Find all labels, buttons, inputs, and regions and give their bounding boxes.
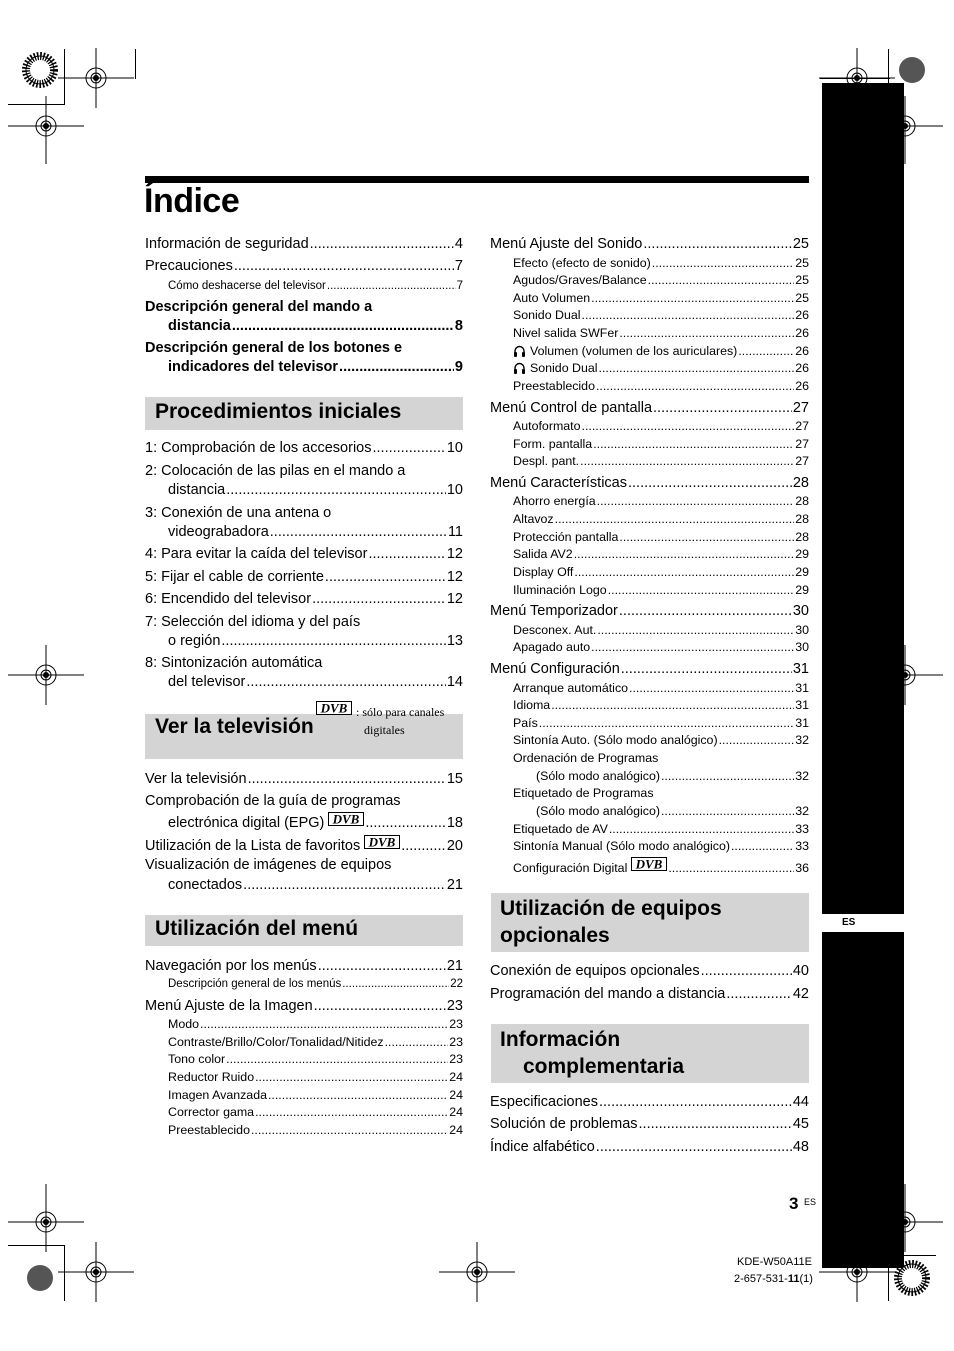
toc-entry[interactable]: Menú Configuración ..... 31	[490, 660, 809, 679]
toc-entry-line: Visualización de imágenes de equipos	[145, 857, 392, 873]
toc-subentry[interactable]: Configuración Digital DVB ..... 36	[513, 856, 809, 872]
toc-subentry[interactable]: Sintonía Manual (Sólo modo analógico) ..... 33	[513, 838, 809, 854]
toc-subentry-line: Ordenación de Programas	[513, 751, 659, 765]
toc-subentry[interactable]: Sonido Dual ..... 26	[513, 360, 809, 376]
toc-subentry[interactable]: (Sólo modo analógico) ..... 32	[536, 768, 809, 784]
toc-subentry[interactable]: Efecto (efecto de sonido) ..... 25	[513, 255, 809, 271]
section-heading: Utilización de equipos opcionales	[491, 893, 809, 952]
toc-entry[interactable]: 5: Fijar el cable de corriente ..... 12	[145, 568, 463, 587]
toc-subentry[interactable]: Contraste/Brillo/Color/Tonalidad/Nitidez ..... 23	[168, 1034, 463, 1050]
toc-subentry[interactable]: Preestablecido ..... 24	[168, 1122, 463, 1138]
toc-subentry[interactable]: Cómo deshacerse del televisor ..... 7	[168, 278, 463, 294]
toc-entry[interactable]: Solución de problemas ..... 45	[490, 1115, 809, 1134]
toc-subentry[interactable]: País ..... 31	[513, 715, 809, 731]
dvb-legend	[316, 700, 352, 718]
dvb-icon	[316, 700, 352, 716]
svg-text:DVB: DVB	[635, 856, 663, 872]
toc-entry[interactable]: Menú Ajuste de la Imagen ..... 23	[145, 997, 463, 1016]
headphones-icon	[513, 345, 526, 357]
section-heading: Utilización del menú	[145, 915, 463, 946]
toc-entry[interactable]: electrónica digital (EPG) DVB ..... 18	[168, 811, 463, 830]
toc-subentry[interactable]: Imagen Avanzada ..... 24	[168, 1087, 463, 1103]
dvb-icon	[631, 856, 667, 872]
document-code: 2-657-531-11(1)	[734, 1273, 813, 1285]
toc-entry[interactable]: Ver la televisión ..... 15	[145, 770, 463, 789]
toc-entry-line: Comprobación de la guía de programas	[145, 793, 401, 809]
toc-entry-line: 7: Selección del idioma y del país	[145, 614, 361, 630]
toc-entry[interactable]: Menú Características ..... 28	[490, 474, 809, 493]
toc-entry[interactable]: o región ..... 13	[168, 632, 463, 651]
toc-subentry[interactable]: Volumen (volumen de los auriculares) ..... 26	[513, 343, 809, 359]
toc-entry[interactable]: Especificaciones ..... 44	[490, 1093, 809, 1112]
headphones-icon	[513, 362, 526, 374]
toc-entry[interactable]: Menú Control de pantalla ..... 27	[490, 399, 809, 418]
page-title: Índice	[144, 182, 240, 220]
toc-subentry[interactable]: Ahorro energía ..... 28	[513, 493, 809, 509]
dvb-icon	[328, 811, 364, 827]
model-number: KDE-W50A11E	[737, 1256, 812, 1268]
toc-subentry[interactable]: Desconex. Aut. ..... 30	[513, 622, 809, 638]
toc-subentry[interactable]: Etiquetado de AV ..... 33	[513, 821, 809, 837]
toc-subentry[interactable]: Salida AV2 ..... 29	[513, 546, 809, 562]
toc-entry[interactable]: Información de seguridad ..... 4	[145, 235, 463, 254]
toc-entry[interactable]: del televisor ..... 14	[168, 673, 463, 692]
toc-entry-line: Descripción general del mando a	[145, 299, 373, 315]
toc-entry[interactable]: videograbadora ..... 11	[168, 523, 463, 542]
toc-subentry[interactable]: Corrector gama ..... 24	[168, 1104, 463, 1120]
toc-entry[interactable]: 1: Comprobación de los accesorios ..... 10	[145, 439, 463, 458]
toc-entry-line: 3: Conexión de una antena o	[145, 505, 332, 521]
toc-entry-line: 8: Sintonización automática	[145, 655, 323, 671]
svg-text:DVB: DVB	[320, 700, 348, 716]
toc-entry[interactable]: 4: Para evitar la caída del televisor ..... 12	[145, 545, 463, 564]
toc-entry[interactable]: Utilización de la Lista de favoritos DVB ..... 20	[145, 834, 463, 853]
section-heading: Ver la televisión	[145, 714, 463, 759]
toc-entry[interactable]: Menú Ajuste del Sonido ..... 25	[490, 235, 809, 254]
toc-subentry[interactable]: Despl. pant. ..... 27	[513, 453, 809, 469]
toc-subentry[interactable]: Auto Volumen ..... 25	[513, 290, 809, 306]
dvb-legend-text: : sólo para canales digitales	[356, 705, 445, 737]
toc-entry-line: Descripción general de los botones e	[145, 340, 403, 356]
dvb-icon	[364, 834, 400, 850]
toc-subentry[interactable]: Nivel salida SWFer ..... 26	[513, 325, 809, 341]
section-heading: Procedimientos iniciales	[145, 397, 463, 430]
toc-subentry[interactable]: Modo ..... 23	[168, 1016, 463, 1032]
toc-subentry[interactable]: Sintonía Auto. (Sólo modo analógico) ..... 32	[513, 732, 809, 748]
toc-entry[interactable]: Precauciones ..... 7	[145, 257, 463, 276]
toc-subentry[interactable]: Form. pantalla ..... 27	[513, 436, 809, 452]
toc-subentry[interactable]: Arranque automático ..... 31	[513, 680, 809, 696]
page-number: 3	[789, 1194, 799, 1213]
toc-entry-line: 2: Colocación de las pilas en el mando a	[145, 463, 406, 479]
toc-subentry[interactable]: Agudos/Graves/Balance ..... 25	[513, 272, 809, 288]
svg-text:DVB: DVB	[332, 811, 360, 827]
language-tab-label: ES	[822, 914, 904, 932]
svg-text:DVB: DVB	[368, 834, 396, 850]
toc-subentry[interactable]: Iluminación Logo ..... 29	[513, 582, 809, 598]
section-heading: Información complementaria	[491, 1024, 809, 1083]
toc-subentry[interactable]: Altavoz ..... 28	[513, 511, 809, 527]
toc-subentry[interactable]: Autoformato ..... 27	[513, 418, 809, 434]
toc-subentry[interactable]: Sonido Dual ..... 26	[513, 307, 809, 323]
toc-subentry[interactable]: Preestablecido ..... 26	[513, 378, 809, 394]
toc-entry[interactable]: conectados ..... 21	[168, 876, 463, 895]
toc-subentry[interactable]: Display Off ..... 29	[513, 564, 809, 580]
toc-entry[interactable]: indicadores del televisor ..... 9	[168, 358, 463, 377]
toc-entry[interactable]: Navegación por los menús ..... 21	[145, 957, 463, 976]
title-rule	[145, 176, 809, 183]
toc-entry[interactable]: distancia ..... 10	[168, 481, 463, 500]
toc-subentry[interactable]: Protección pantalla ..... 28	[513, 529, 809, 545]
toc-entry[interactable]: distancia ..... 8	[168, 317, 463, 336]
toc-subentry[interactable]: Tono color ..... 23	[168, 1051, 463, 1067]
toc-subentry[interactable]: Descripción general de los menús ..... 22	[168, 976, 463, 992]
toc-subentry-line: Etiquetado de Programas	[513, 786, 654, 800]
toc-entry[interactable]: Menú Temporizador ..... 30	[490, 602, 809, 621]
toc-entry[interactable]: Conexión de equipos opcionales ..... 40	[490, 962, 809, 981]
toc-subentry[interactable]: Apagado auto ..... 30	[513, 639, 809, 655]
page-language: ES	[804, 1197, 817, 1207]
toc-subentry[interactable]: Reductor Ruido ..... 24	[168, 1069, 463, 1085]
toc-entry[interactable]: 6: Encendido del televisor ..... 12	[145, 590, 463, 609]
toc-entry[interactable]: Índice alfabético ..... 48	[490, 1138, 809, 1157]
toc-subentry[interactable]: (Sólo modo analógico) ..... 32	[536, 803, 809, 819]
toc-entry[interactable]: Programación del mando a distancia ..... 42	[490, 985, 809, 1004]
toc-subentry[interactable]: Idioma ..... 31	[513, 697, 809, 713]
